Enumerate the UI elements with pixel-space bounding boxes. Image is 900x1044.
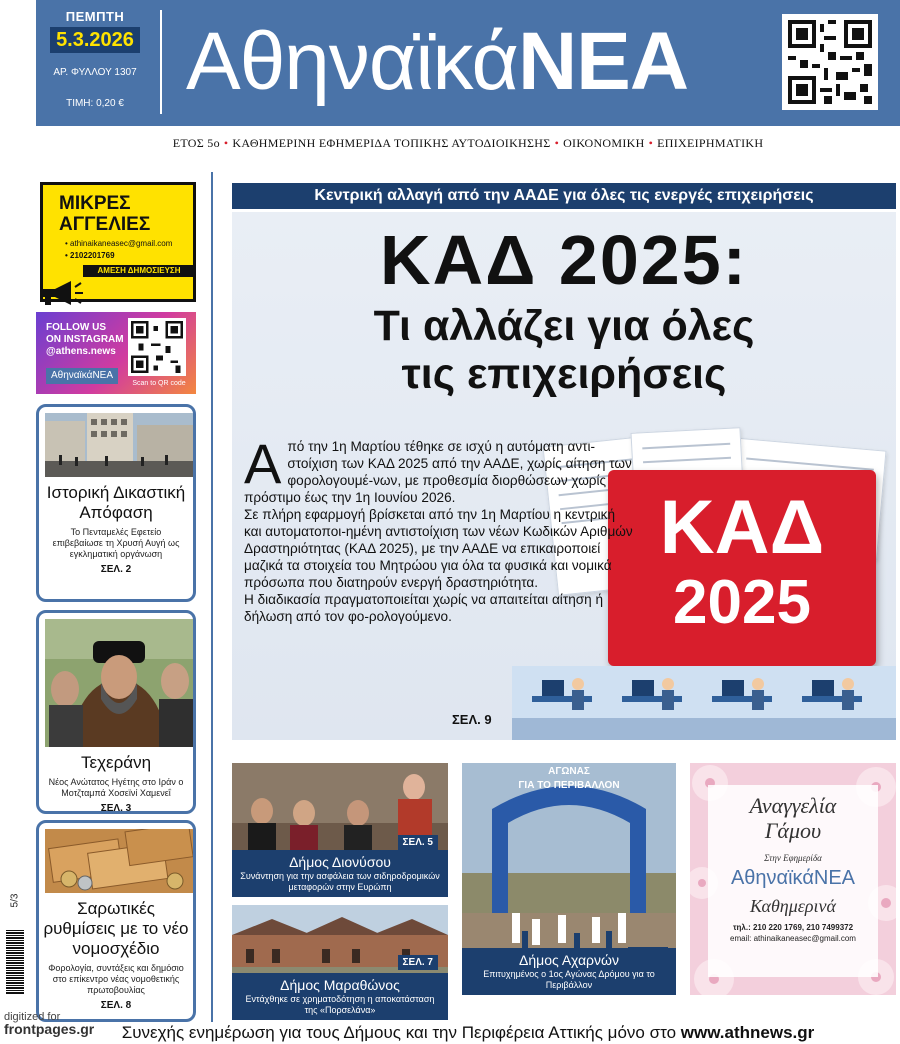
wedding-ad-logo: ΑθηναϊκάΝΕΑ — [730, 867, 856, 889]
main-headline: ΚΑΔ 2025: — [380, 221, 748, 299]
masthead — [36, 0, 900, 126]
banknotes-photo — [45, 829, 193, 893]
spine-code: 5/3 — [9, 893, 21, 908]
stamp-line: digitized for — [4, 1011, 61, 1023]
instagram-logo: ΑθηναϊκάΝΕΑ — [46, 368, 118, 384]
footer-promo — [36, 1022, 900, 1044]
masthead-divider — [160, 10, 162, 114]
wedding-ad-email: email: athinaikaneasec@gmail.com — [730, 934, 856, 943]
issue-number: ΑΡ. ΦΥΛΛΟΥ 1307 — [53, 67, 137, 78]
classifieds-ad[interactable] — [40, 182, 196, 302]
bottom-story-caption — [232, 850, 448, 897]
footer-text: Συνεχής ενημέρωση για τους Δήμους και την Περιφέρεια Αττικής μόνο στο — [121, 1023, 677, 1042]
instagram-promo[interactable] — [36, 312, 196, 394]
barcode-icon — [6, 930, 24, 994]
badge-line: 2025 — [673, 568, 811, 637]
main-article-body — [244, 432, 634, 625]
bottom-story-desc: Εντάχθηκε σε χρηματοδότηση η αποκατάσταση της «Πορσελάνα» — [245, 994, 435, 1015]
side-story-title: Ιστορική Δικαστική Απόφαση — [46, 483, 186, 522]
side-story-image — [45, 829, 187, 893]
side-story-title: Τεχεράνη — [80, 753, 152, 772]
article-paragraph: Σε πλήρη εφαρμογή βρίσκεται από την 1η Μαρτίου η κεντρική και αυτοματοποι-ημένη αντιστοίχιση των νέων Κωδικών Αριθμών Δραστηριότητας (ΚΑΔ 2025), με την ΑΑΔΕ να επικαιροποιεί μαζικά τα στοιχεία του Μητρώου για όλα τα φυσικά και νομικά πρόσωπα που διατηρούν ενεργή δραστηριότητα. — [244, 507, 633, 590]
wedding-ad-phones: τηλ.: 210 220 1769, 210 7499372 — [732, 923, 854, 932]
megaphone-icon — [37, 279, 85, 307]
classifieds-email: • athinaikaneasec@gmail.com — [65, 239, 173, 248]
article-dropcap: Α — [244, 432, 282, 495]
classifieds-phone: • 2102201769 — [65, 251, 115, 260]
issue-date: 5.3.2026 — [50, 27, 140, 53]
instagram-line: FOLLOW US — [46, 322, 106, 333]
side-story-desc: Φορολογία, συντάξεις και δημόσιο στο επίκεντρο νέας νομοθετικής πρωτοβουλίας — [48, 963, 184, 995]
article-paragraph: πό την 1η Μαρτίου τέθηκε σε ισχύ η αυτόματη αντι-στοίχιση των ΚΑΔ 2025 από την ΑΑΔΕ, χωρίς αίτηση των φορολογουμέ-νων, με προθεσμία διορθώσεων χωρίς πρόστιμο έως την 1η Ιουνίου 2026. — [244, 439, 632, 505]
tagline-item: ΕΠΙΧΕΙΡΗΜΑΤΙΚΗ — [657, 136, 764, 150]
side-story-image — [45, 619, 187, 747]
badge-line: ΚΑΔ — [659, 485, 825, 570]
bottom-story-page-ref: ΣΕΛ. 7 — [398, 955, 438, 970]
wedding-ad-daily: Καθημερινά — [750, 896, 836, 916]
side-story-card[interactable] — [36, 404, 196, 602]
side-story-desc: Νέος Ανώτατος Ηγέτης στο Ιράν ο Μοτζταμπά Χοσεϊνί Χαμενεΐ — [48, 777, 184, 798]
tagline-bullet: • — [648, 136, 654, 150]
instagram-line: ON INSTAGRAM — [46, 334, 124, 345]
instagram-handle: @athens.news — [46, 346, 116, 357]
stamp-site: frontpages.gr — [4, 1021, 95, 1037]
bottom-story-caption — [232, 973, 448, 1020]
wedding-announcement-ad[interactable] — [690, 763, 896, 995]
tagline-item: ΟΙΚΟΝΟΜΙΚΗ — [563, 136, 645, 150]
main-story-kicker: Κεντρική αλλαγή από την ΑΑΔΕ για όλες τις ενεργές επιχειρήσεις — [232, 183, 896, 209]
classifieds-strip: ΑΜΕΣΗ ΔΗΜΟΣΙΕΥΣΗ — [83, 265, 195, 277]
masthead-qr-code-icon[interactable] — [782, 14, 878, 110]
side-story-title: Σαρωτικές ρυθμίσεις με το νέο νομοσχέδιο — [43, 899, 189, 958]
wedding-ad-subtitle: Στην Εφημερίδα — [764, 853, 822, 863]
bottom-story-card[interactable] — [232, 763, 448, 897]
main-story-page-ref: ΣΕΛ. 9 — [452, 712, 492, 727]
side-story-desc: Το Πενταμελές Εφετείο επιβεβαίωσε τη Χρυσή Αυγή ως εγκληματική οργάνωση — [52, 527, 180, 559]
instagram-qr-code-icon[interactable] — [128, 318, 186, 376]
issue-price: ΤΙΜΗ: 0,20 € — [66, 98, 124, 109]
side-story-page-ref: ΣΕΛ. 3 — [100, 803, 132, 814]
logo-bold-text: ΝΕΑ — [517, 16, 689, 107]
main-subheadline-line: τις επιχειρήσεις — [401, 350, 727, 398]
footer-url-link[interactable]: www.athnews.gr — [680, 1023, 815, 1042]
instagram-text — [46, 322, 124, 358]
tagline-bullet: • — [554, 136, 560, 150]
courthouse-photo — [45, 413, 193, 477]
logo-thin-text: Αθηναϊκά — [186, 16, 518, 107]
side-story-card[interactable] — [36, 610, 196, 814]
tagline-item: ΚΑΘΗΜΕΡΙΝΗ ΕΦΗΜΕΡΙΔΑ ΤΟΠΙΚΗΣ ΑΥΤΟΔΙΟΙΚΗΣΗΣ — [232, 136, 551, 150]
digitized-stamp — [4, 1011, 94, 1035]
classifieds-title-line: ΜΙΚΡΕΣ — [59, 193, 131, 214]
kad-2025-badge — [608, 470, 876, 666]
masthead-info — [36, 0, 154, 126]
side-story-page-ref: ΣΕΛ. 2 — [100, 564, 132, 575]
issue-day: ΠΕΜΠΤΗ — [65, 9, 125, 24]
wedding-ad-title — [708, 793, 878, 843]
cleric-photo — [45, 619, 193, 747]
wedding-ad-content — [708, 785, 878, 977]
tagline-year: ΕΤΟΣ 5ο — [172, 136, 220, 150]
tagline — [36, 136, 900, 151]
wedding-title-line: Αναγγελία — [749, 793, 837, 818]
bottom-story-desc: Συνάντηση για την ασφάλεια των σιδηροδρομικών μεταφορών στην Ευρώπη — [240, 871, 440, 892]
bottom-story-title: Δήμος Διονύσου — [289, 854, 391, 870]
race-banner-text: ΑΓΩΝΑΣ ΓΙΑ ΤΟ ΠΕΡΙΒΑΛΛΟΝ — [518, 766, 620, 791]
instagram-scan-text: Scan to QR code — [132, 380, 186, 387]
newspaper-logo[interactable] — [186, 2, 688, 122]
bottom-story-title: Δήμος Μαραθώνος — [280, 977, 400, 993]
bottom-story-card[interactable] — [232, 905, 448, 1020]
side-story-page-ref: ΣΕΛ. 8 — [100, 1000, 132, 1011]
side-story-image — [45, 413, 187, 477]
office-illustration — [512, 666, 896, 740]
classifieds-title — [59, 193, 150, 235]
classifieds-title-line: ΑΓΓΕΛΙΕΣ — [59, 214, 151, 235]
tagline-bullet: • — [223, 136, 229, 150]
side-story-card[interactable] — [36, 820, 196, 1022]
bottom-story-desc: Επιτυχημένος ο 1ος Αγώνας Δρόμου για το Περιβάλλον — [483, 969, 655, 990]
bottom-story-title: Δήμος Αχαρνών — [519, 952, 619, 968]
bottom-story-page-ref: ΣΕΛ. 5 — [398, 835, 438, 850]
column-divider — [211, 172, 213, 1022]
article-paragraph: Η διαδικασία πραγματοποιείται χωρίς να απαιτείται αίτηση ή δήλωση από τον φο-ρολογούμενο. — [244, 592, 604, 624]
main-subheadline — [232, 302, 896, 398]
bottom-story-caption — [462, 948, 676, 995]
main-story[interactable] — [232, 212, 896, 740]
bottom-story-card[interactable] — [462, 763, 676, 995]
wedding-title-line: Γάμου — [764, 818, 822, 843]
main-subheadline-line: Τι αλλάζει για όλες — [373, 302, 755, 350]
